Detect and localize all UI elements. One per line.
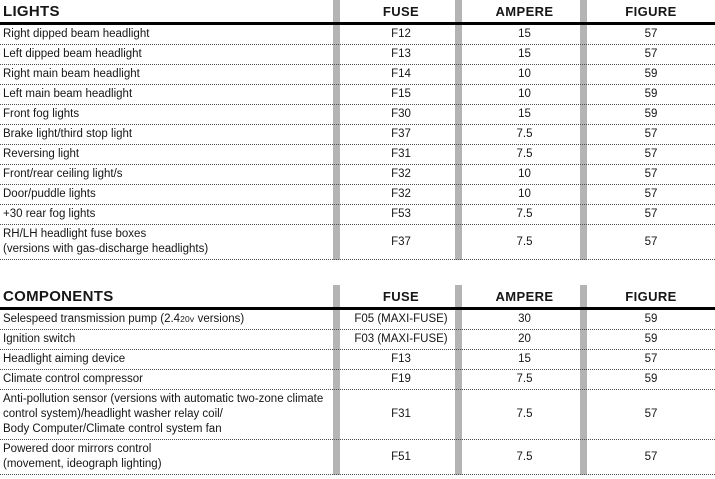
item-name: +30 rear fog lights xyxy=(3,208,96,220)
figure-cell: 59 xyxy=(644,88,658,100)
table-row xyxy=(0,25,715,45)
fuse-cell: F30 xyxy=(391,108,411,120)
table-row xyxy=(0,165,715,185)
item-name: Front fog lights xyxy=(3,108,80,120)
table-row xyxy=(0,85,715,105)
item-name: Right main beam headlight xyxy=(3,68,140,80)
ampere-cell: 7.5 xyxy=(516,128,533,140)
figure-cell: 59 xyxy=(644,108,658,120)
ampere-cell: 7.5 xyxy=(516,450,533,463)
fuse-cell: F14 xyxy=(391,68,411,80)
fuse-cell: F05 (MAXI-FUSE) xyxy=(354,313,448,325)
column-header-ampere: AMPERE xyxy=(495,288,554,304)
lights-table-title: LIGHTS xyxy=(3,2,60,20)
column-header-ampere: AMPERE xyxy=(495,3,554,19)
components-table-title: COMPONENTS xyxy=(3,287,114,305)
ampere-cell: 30 xyxy=(518,313,531,325)
item-name: Ignition switch xyxy=(3,333,76,345)
ampere-cell: 7.5 xyxy=(516,148,533,160)
fuse-cell: F13 xyxy=(391,48,411,60)
fuse-cell: F37 xyxy=(391,235,411,248)
table-row xyxy=(0,390,715,440)
figure-cell: 57 xyxy=(644,28,658,40)
item-name: Door/puddle lights xyxy=(3,188,96,200)
fuse-cell: F19 xyxy=(391,373,411,385)
item-name: Left main beam headlight xyxy=(3,88,133,100)
table-row xyxy=(0,125,715,145)
fuse-cell: F37 xyxy=(391,128,411,140)
figure-cell: 57 xyxy=(644,48,658,60)
item-name: Headlight aiming device xyxy=(3,353,126,365)
table-row xyxy=(0,310,715,330)
figure-cell: 57 xyxy=(644,353,658,365)
column-header-figure: FIGURE xyxy=(625,288,677,304)
lights-header-row xyxy=(0,0,715,22)
item-name: Reversing light xyxy=(3,148,80,160)
item-name: Anti-pollution sensor (versions with automatic two-zone climate control system)/headlight washer relay coil/ Body Computer/Climate control system fan xyxy=(3,393,324,435)
fuse-cell: F51 xyxy=(391,450,411,463)
ampere-cell: 15 xyxy=(518,48,531,60)
item-name: Right dipped beam headlight xyxy=(3,28,150,40)
table-row xyxy=(0,145,715,165)
figure-cell: 57 xyxy=(644,208,658,220)
ampere-cell: 15 xyxy=(518,28,531,40)
ampere-cell: 7.5 xyxy=(516,373,533,385)
components-table xyxy=(0,285,715,475)
fuse-cell: F13 xyxy=(391,353,411,365)
figure-cell: 57 xyxy=(644,148,658,160)
ampere-cell: 15 xyxy=(518,108,531,120)
figure-cell: 57 xyxy=(644,188,658,200)
fuse-cell: F03 (MAXI-FUSE) xyxy=(354,333,448,345)
ampere-cell: 7.5 xyxy=(516,408,533,420)
ampere-cell: 10 xyxy=(518,68,531,80)
components-header-row xyxy=(0,285,715,307)
fuse-cell: F31 xyxy=(391,148,411,160)
figure-cell: 59 xyxy=(644,333,658,345)
figure-cell: 59 xyxy=(644,373,658,385)
fuse-cell: F53 xyxy=(391,208,411,220)
ampere-cell: 10 xyxy=(518,88,531,100)
column-header-fuse: FUSE xyxy=(382,288,420,304)
figure-cell: 59 xyxy=(644,313,658,325)
ampere-cell: 7.5 xyxy=(516,235,533,248)
ampere-cell: 7.5 xyxy=(516,208,533,220)
fuse-cell: F32 xyxy=(391,188,411,200)
figure-cell: 57 xyxy=(644,128,658,140)
table-row xyxy=(0,350,715,370)
item-name: Climate control compressor xyxy=(3,373,143,385)
ampere-cell: 10 xyxy=(518,188,531,200)
figure-cell: 57 xyxy=(644,408,658,420)
column-header-figure: FIGURE xyxy=(625,3,677,19)
table-row xyxy=(0,65,715,85)
table-row xyxy=(0,440,715,475)
table-row xyxy=(0,45,715,65)
item-name: RH/LH headlight fuse boxes (versions with gas-discharge headlights) xyxy=(3,228,209,255)
table-row xyxy=(0,205,715,225)
fuse-cell: F32 xyxy=(391,168,411,180)
item-name: Selespeed transmission pump (2.420v versions) xyxy=(3,313,245,325)
figure-cell: 57 xyxy=(644,168,658,180)
item-name: Brake light/third stop light xyxy=(3,128,133,140)
fuse-cell: F12 xyxy=(391,28,411,40)
ampere-cell: 15 xyxy=(518,353,531,365)
fuse-cell: F31 xyxy=(391,408,411,420)
figure-cell: 59 xyxy=(644,68,658,80)
item-name: Left dipped beam headlight xyxy=(3,48,142,60)
table-row xyxy=(0,185,715,205)
column-header-fuse: FUSE xyxy=(382,3,420,19)
fuse-cell: F15 xyxy=(391,88,411,100)
table-row xyxy=(0,225,715,260)
figure-cell: 57 xyxy=(644,450,658,463)
ampere-cell: 20 xyxy=(518,333,531,345)
table-row xyxy=(0,370,715,390)
table-row xyxy=(0,330,715,350)
item-name: Powered door mirrors control (movement, ideograph lighting) xyxy=(3,443,162,470)
table-row xyxy=(0,105,715,125)
item-name: Front/rear ceiling light/s xyxy=(3,168,123,180)
ampere-cell: 10 xyxy=(518,168,531,180)
components-table-body xyxy=(0,310,715,475)
figure-cell: 57 xyxy=(644,235,658,248)
lights-table-body xyxy=(0,25,715,260)
table-gap xyxy=(0,260,715,285)
